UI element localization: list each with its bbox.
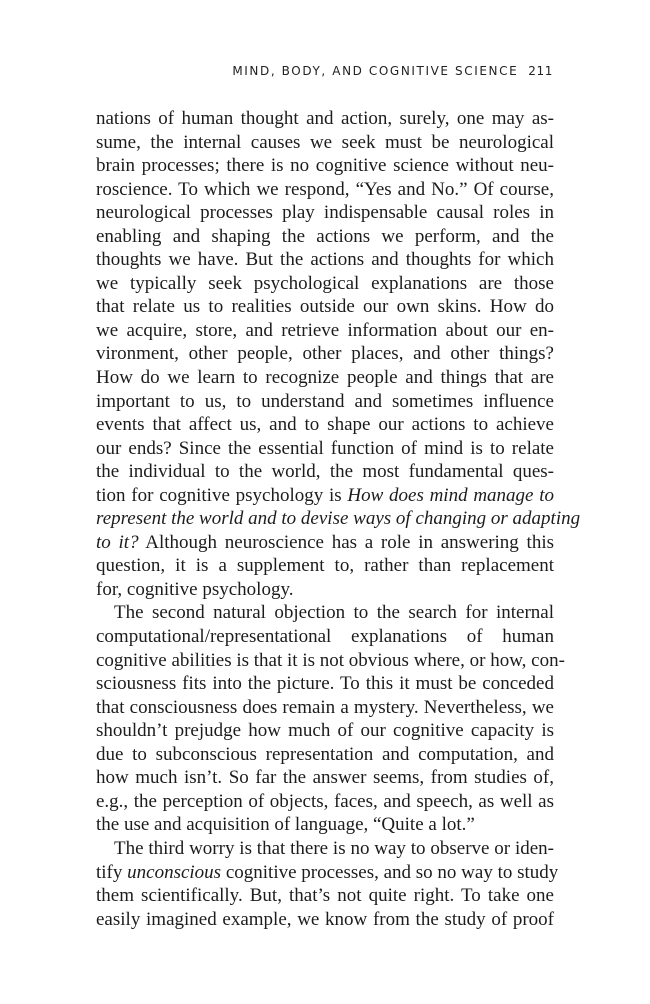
italic-text: represent the world and to devise ways of changing or adapting (96, 508, 581, 530)
text-run: thoughts we have. But the actions and thoughts for which (96, 249, 554, 271)
text-line (96, 837, 554, 861)
text-line (96, 672, 554, 696)
text-run: events that affect us, and to shape our actions to achieve (96, 414, 554, 436)
text-line (96, 884, 554, 908)
text-run: neurological processes play indispensable causal roles in (96, 202, 554, 224)
text-run: how much isn’t. So far the answer seems, from studies of, (96, 767, 554, 789)
text-line (96, 154, 554, 178)
paragraph (96, 837, 559, 931)
text-run: we acquire, store, and retrieve information about our en- (96, 319, 554, 341)
text-run: that consciousness does remain a mystery. Nevertheless, we (96, 696, 554, 718)
text-line (96, 908, 554, 932)
text-line (96, 696, 554, 720)
running-head (232, 64, 553, 78)
text-run: nations of human thought and action, surely, one may as- (96, 108, 554, 129)
text-line (96, 390, 554, 414)
text-line (96, 342, 554, 366)
text-line (96, 578, 554, 602)
text-line (96, 531, 554, 555)
text-run: sciousness fits into the picture. To this it must be conceded (96, 673, 554, 695)
italic-text: How does mind manage to (347, 484, 554, 506)
text-run: tify (96, 861, 128, 883)
text-line (96, 766, 554, 790)
text-line (96, 484, 554, 508)
text-run: we typically seek psychological explanations are those (96, 272, 554, 294)
text-run: shouldn’t prejudge how much of our cognitive capacity is (96, 720, 554, 742)
text-line (96, 790, 554, 814)
text-run: the use and acquisition of language, “Quite a lot.” (96, 814, 475, 836)
text-line (96, 507, 581, 531)
text-run: easily imagined example, we know from the study of proof (96, 908, 554, 930)
text-run: tion for cognitive psychology is (96, 484, 348, 506)
text-line (96, 225, 554, 249)
text-run: The third worry is that there is no way to observe or iden- (114, 837, 554, 859)
text-line (96, 413, 554, 437)
text-run: The second natural objection to the search for internal (114, 602, 554, 624)
text-run: roscience. To which we respond, “Yes and No.” Of course, (96, 178, 554, 200)
italic-text: unconscious (127, 861, 222, 883)
text-run: computational/representational explanations of human (96, 626, 554, 648)
text-run: that relate us to realities outside our own skins. How do (96, 296, 554, 318)
text-run: cognitive abilities is that it is not obvious where, or how, con- (96, 649, 565, 671)
text-line (96, 554, 554, 578)
page-number: 211 (528, 64, 553, 78)
text-run: important to us, to understand and sometimes influence (96, 390, 554, 412)
text-line (96, 131, 554, 155)
paragraph (96, 107, 581, 601)
text-line (96, 649, 565, 673)
text-run: e.g., the perception of objects, faces, and speech, as well as (96, 790, 554, 812)
running-head-title: MIND, BODY, AND COGNITIVE SCIENCE (232, 64, 519, 78)
text-run: Although neuroscience has a role in answering this (138, 531, 554, 553)
text-line (96, 178, 554, 202)
text-line (96, 861, 559, 885)
text-run: question, it is a supplement to, rather than replacement (96, 555, 554, 577)
text-line (96, 201, 554, 225)
text-line (96, 437, 554, 461)
text-line (96, 625, 554, 649)
text-line (96, 601, 554, 625)
text-run: the individual to the world, the most fundamental ques- (96, 461, 554, 483)
text-line (96, 743, 554, 767)
body-text (96, 107, 581, 931)
text-run: due to subconscious representation and computation, and (96, 743, 554, 765)
text-run: How do we learn to recognize people and things that are (96, 367, 554, 389)
paragraph (96, 601, 565, 836)
text-line (96, 719, 554, 743)
text-line (96, 460, 554, 484)
text-line (96, 295, 554, 319)
text-line (96, 248, 554, 272)
text-run: enabling and shaping the actions we perform, and the (96, 225, 554, 247)
text-line (96, 813, 554, 837)
text-line (96, 366, 554, 390)
italic-text: to it? (96, 531, 139, 553)
text-run: cognitive processes, and so no way to study (221, 861, 559, 883)
text-line (96, 319, 554, 343)
text-run: our ends? Since the essential function of mind is to relate (96, 437, 554, 459)
text-run: sume, the internal causes we seek must be neurological (96, 131, 554, 153)
text-run: brain processes; there is no cognitive science without neu- (96, 155, 554, 177)
text-line (96, 272, 554, 296)
text-run: them scientifically. But, that’s not quite right. To take one (96, 885, 554, 907)
text-run: vironment, other people, other places, and other things? (96, 343, 554, 365)
text-line (96, 107, 554, 131)
text-run: for, cognitive psychology. (96, 578, 294, 600)
